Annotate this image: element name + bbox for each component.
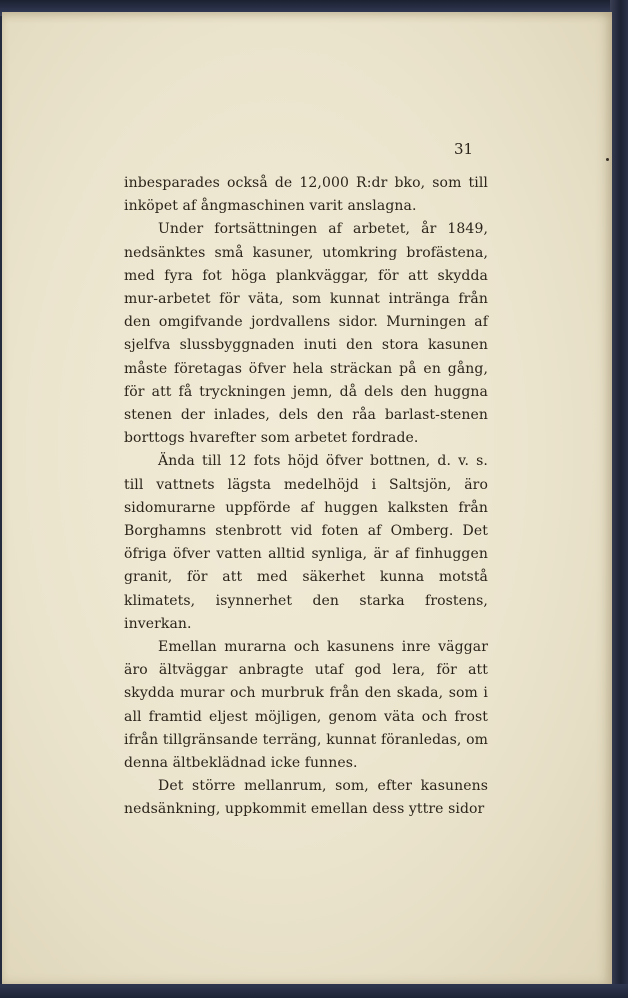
page-number: 31 [454, 140, 474, 158]
ink-speck [606, 158, 609, 161]
book-binding-bottom [0, 984, 628, 998]
book-binding-edge [610, 0, 628, 998]
book-page [2, 12, 612, 984]
paragraph: Under fortsättningen af arbetet, år 1849, nedsänktes små kasuner, utomkring brofästena, med fyra fot höga plankväggar, för att skydda mur-arbetet för väta, som kunnat intränga från den omgifvande jordvallens sidor. Murningen af sjelfva slussbyggnaden inuti den stora kasunen måste företagas öfver hela sträckan på en gång, för att få tryckningen jemn, då dels den huggna stenen der inlades, dels den råa barlast-stenen borttogs hvarefter som arbetet fordrade. [124, 221, 488, 447]
paragraph: Emellan murarna och kasunens inre väggar äro ältväggar anbragte utaf god lera, för att skydda murar och murbruk från den skada, som i all framtid eljest möjligen, genom väta och frost ifrån tillgränsande terräng, kunnat föranledas, om denna ältbeklädnad icke funnes. [124, 639, 488, 772]
paragraph-continued: inbesparades också de 12,000 R:dr bko, som till inköpet af ångmaschinen varit anslagna. [124, 175, 488, 215]
paragraph: Ända till 12 fots höjd öfver bottnen, d. v. s. till vattnets lägsta medelhöjd i Saltsjön, äro sidomurarne uppförde af huggen kalksten från Borghamns stenbrott vid foten af Omberg. Det öfriga öfver vatten alltid synliga, är af finhuggen granit, för att med säkerhet kunna motstå klimatets, isynnerhet den starka frostens, inverkan. [124, 453, 488, 632]
paragraph: Det större mellanrum, som, efter kasunens nedsänkning, uppkommit emellan dess yttre sidor [124, 778, 488, 818]
body-text [124, 172, 488, 822]
